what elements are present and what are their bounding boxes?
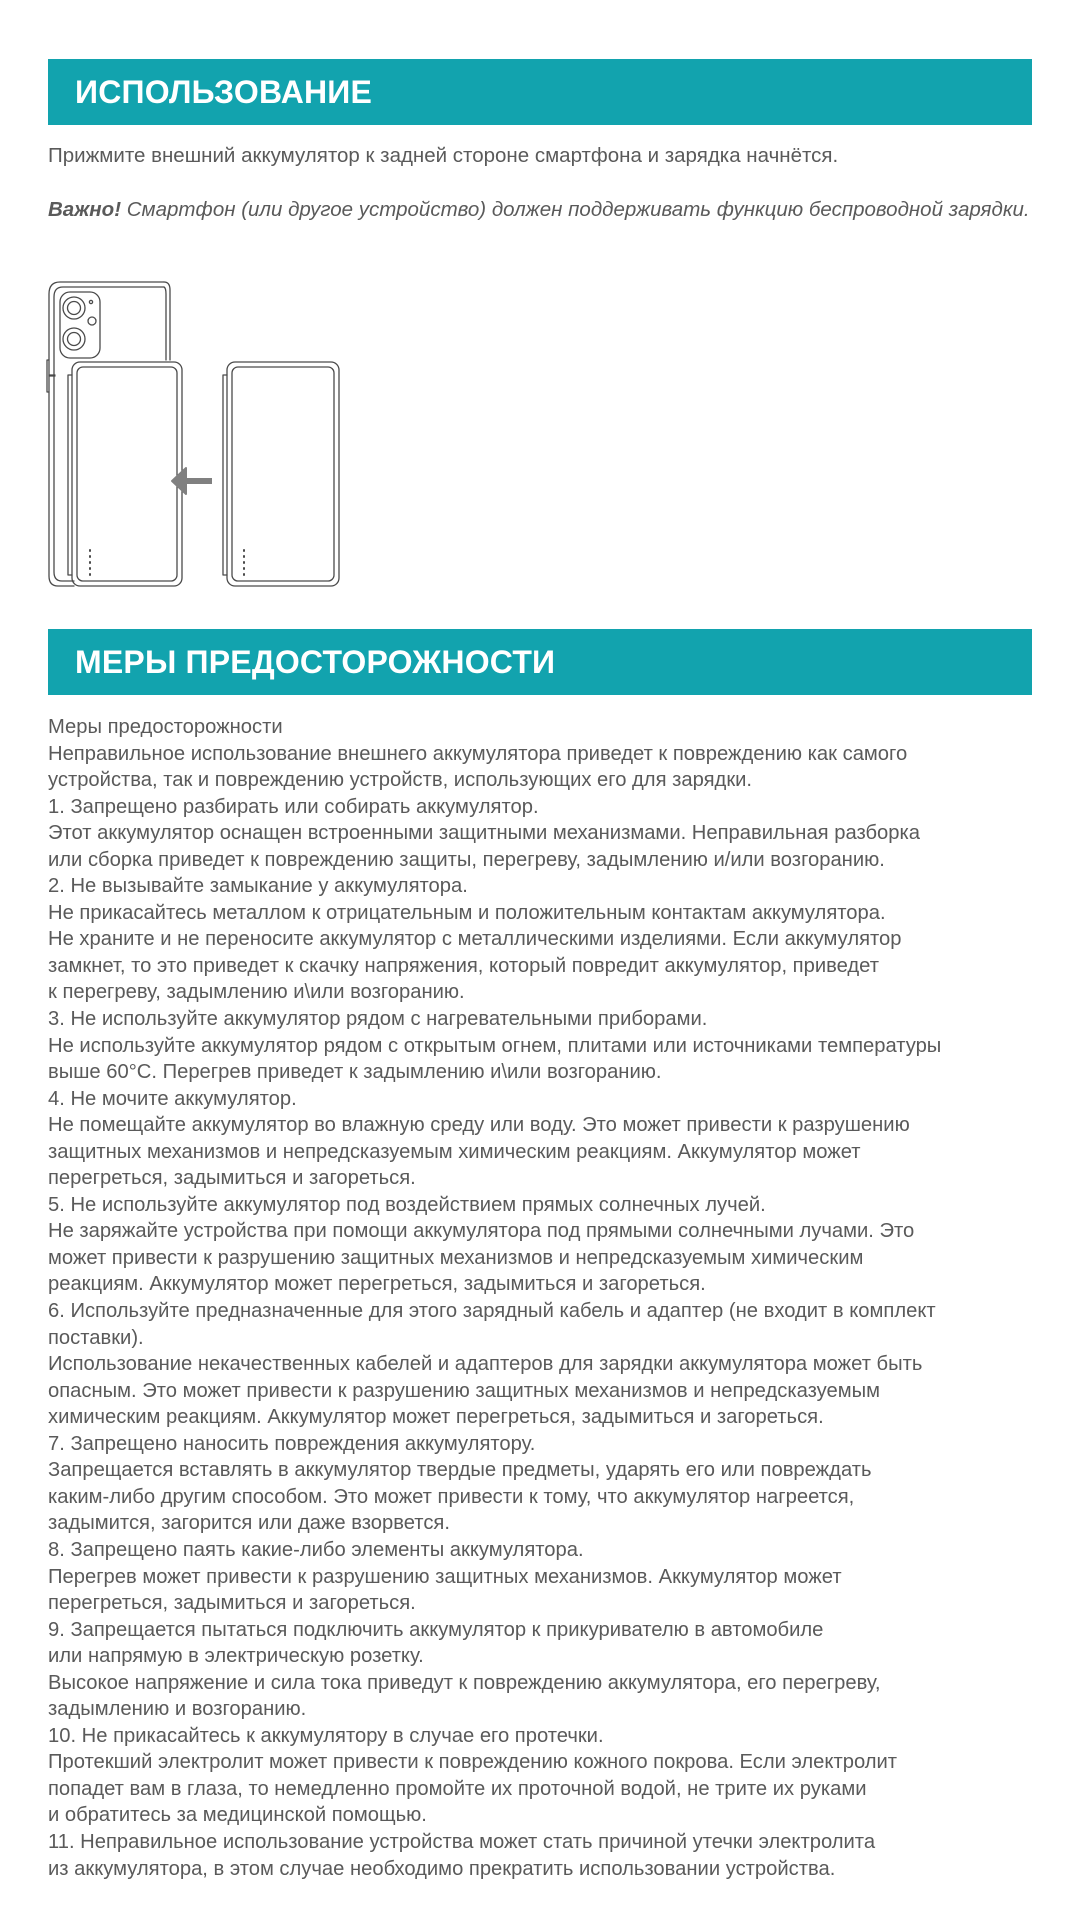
precaution-line: 2. Не вызывайте замыкание у аккумулятора. [48, 875, 468, 898]
precaution-line: 8. Запрещено паять какие-либо элементы аккумулятора. [48, 1538, 584, 1561]
precaution-line: и обратитесь за медицинской помощью. [48, 1804, 427, 1827]
precaution-line: Не храните и не переносите аккумулятор с металлическими изделиями. Если аккумулятор [48, 928, 902, 951]
precaution-line: задымится, загорится или даже взорвется. [48, 1512, 450, 1535]
precaution-line: Запрещается вставлять в аккумулятор твердые предметы, ударять его или повреждать [48, 1459, 872, 1482]
precaution-line: 9. Запрещается пытаться подключить аккумулятор к прикуривателю в автомобиле [48, 1618, 824, 1641]
precaution-line: задымлению и возгоранию. [48, 1698, 307, 1721]
precaution-line: Высокое напряжение и сила тока приведут к повреждению аккумулятора, его перегреву, [48, 1671, 881, 1694]
usage-title: ИСПОЛЬЗОВАНИЕ [75, 74, 373, 110]
precaution-line: перегреться, задымиться и загореться. [48, 1592, 416, 1615]
precaution-line: 3. Не используйте аккумулятор рядом с нагревательными приборами. [48, 1008, 708, 1031]
precaution-line: к перегреву, задымлению и\или возгоранию. [48, 981, 465, 1004]
precaution-line: устройства, так и повреждению устройств, использующих его для зарядки. [48, 769, 753, 792]
precaution-line: Протекший электролит может привести к повреждению кожного покрова. Если электролит [48, 1751, 898, 1774]
precaution-line: может привести к разрушению защитных механизмов и непредсказуемым химическим [48, 1246, 864, 1269]
precaution-line: Не заряжайте устройства при помощи аккумулятора под прямыми солнечными лучами. Это [48, 1220, 915, 1243]
precautions-section-header [48, 629, 1032, 695]
important-label: Важно! [48, 198, 122, 221]
precaution-line: химическим реакциям. Аккумулятор может перегреться, задымиться и загореться. [48, 1406, 824, 1429]
precaution-line: Перегрев может привести к разрушению защитных механизмов. Аккумулятор может [48, 1565, 842, 1588]
important-text: Смартфон (или другое устройство) должен поддерживать функцию беспроводной зарядки. [121, 198, 1030, 221]
precaution-line: Меры предосторожности [48, 716, 283, 738]
precaution-line: Использование некачественных кабелей и адаптеров для зарядки аккумулятора может быть [48, 1353, 923, 1376]
precaution-line: Не прикасайтесь металлом к отрицательным и положительным контактам аккумулятора. [48, 901, 886, 924]
precaution-line: попадет вам в глаза, то немедленно промойте их проточной водой, не трите их руками [48, 1777, 867, 1800]
usage-instruction: Прижмите внешний аккумулятор к задней стороне смартфона и зарядка начнётся. [48, 144, 839, 167]
precaution-line: Не помещайте аккумулятор во влажную среду или воду. Это может привести к разрушению [48, 1114, 910, 1137]
precaution-line: выше 60°С. Перегрев приведет к задымлению и\или возгоранию. [48, 1061, 662, 1084]
precaution-line: 4. Не мочите аккумулятор. [48, 1087, 297, 1110]
precautions-text [48, 714, 1043, 1882]
precaution-line: или напрямую в электрическую розетку. [48, 1645, 424, 1668]
precaution-line: каким-либо другим способом. Это может привести к тому, что аккумулятор нагреется, [48, 1485, 855, 1508]
precautions-title: МЕРЫ ПРЕДОСТОРОЖНОСТИ [75, 644, 556, 680]
precaution-line: 5. Не используйте аккумулятор под воздействием прямых солнечных лучей. [48, 1193, 766, 1216]
usage-section-header [48, 59, 1032, 125]
precaution-line: 11. Неправильное использование устройства может стать причиной утечки электролита [48, 1830, 876, 1853]
precaution-line: 6. Используйте предназначенные для этого зарядный кабель и адаптер (не входит в комплект [48, 1300, 936, 1323]
precaution-line: поставки). [48, 1326, 144, 1349]
precaution-line: Этот аккумулятор оснащен встроенными защитными механизмами. Неправильная разборка [48, 822, 920, 845]
precaution-line: перегреться, задымиться и загореться. [48, 1167, 416, 1190]
phone-powerbank-illustration [46, 280, 346, 598]
precaution-line: или сборка приведет к повреждению защиты, перегреву, задымлению и/или возгоранию. [48, 848, 885, 871]
precaution-line: замкнет, то это приведет к скачку напряжения, который повредит аккумулятор, приведет [48, 954, 879, 977]
precaution-line: из аккумулятора, в этом случае необходимо прекратить использовании устройства. [48, 1857, 836, 1880]
precaution-line: Неправильное использование внешнего аккумулятора приведет к повреждению как самого [48, 742, 908, 765]
precaution-line: Не используйте аккумулятор рядом с открытым огнем, плитами или источниками температуры [48, 1034, 942, 1057]
precaution-line: 7. Запрещено наносить повреждения аккумулятору. [48, 1432, 536, 1455]
important-note [48, 197, 1038, 224]
precaution-line: защитных механизмов и непредсказуемым химическим реакциям. Аккумулятор может [48, 1140, 861, 1163]
precaution-line: опасным. Это может привести к разрушению защитных механизмов и непредсказуемым [48, 1379, 880, 1402]
precaution-line: реакциям. Аккумулятор может перегреться, задымиться и загореться. [48, 1273, 706, 1296]
precaution-line: 1. Запрещено разбирать или собирать аккумулятор. [48, 795, 539, 818]
precaution-line: 10. Не прикасайтесь к аккумулятору в случае его протечки. [48, 1724, 604, 1747]
